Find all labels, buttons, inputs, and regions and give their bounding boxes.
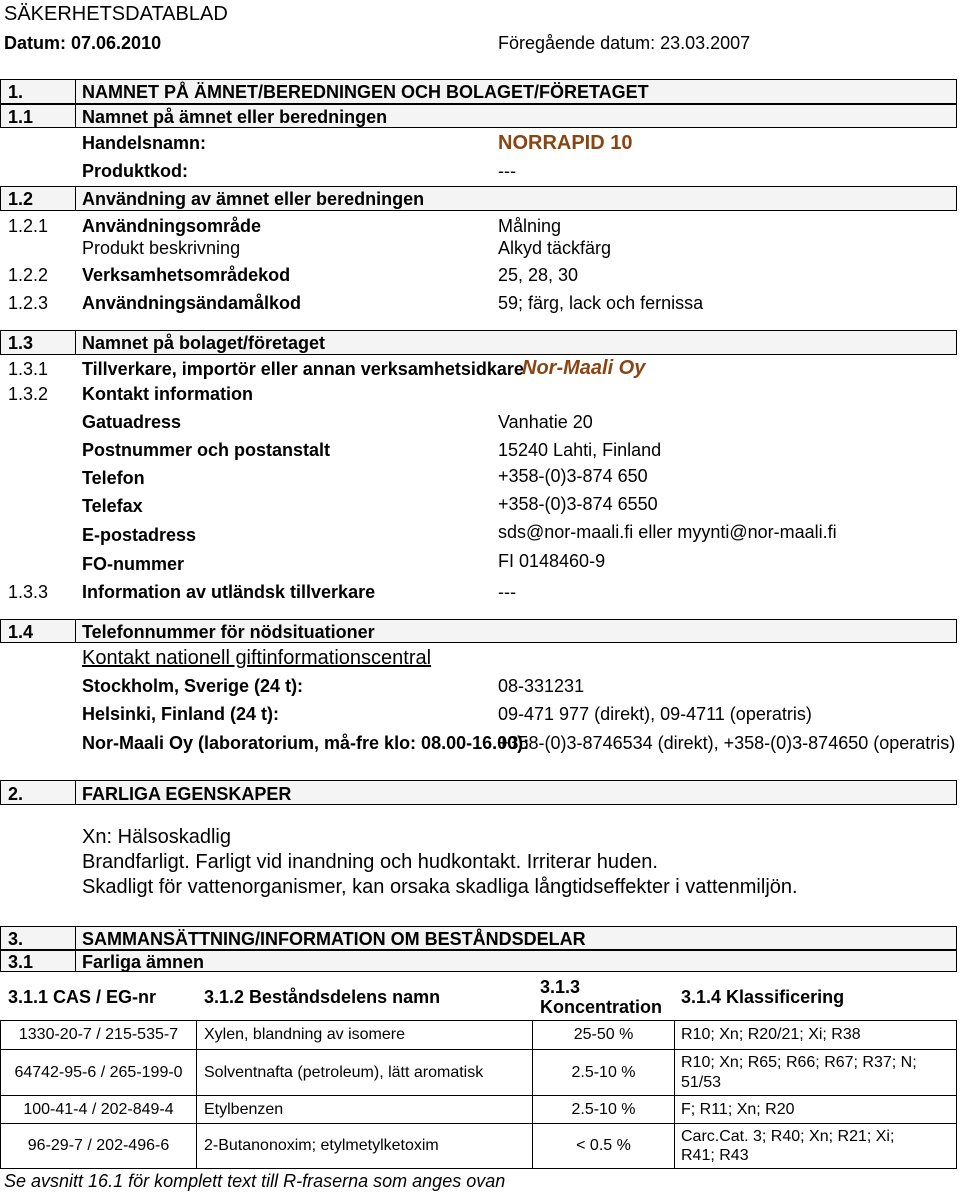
col-conc-header-num: 3.1.3 [540,977,581,997]
email-label: E-postadress [82,525,197,545]
fax-label: Telefax [82,496,143,516]
section-1-3-1-number: 1.3.1 [8,359,49,379]
trade-name-label: Handelsnamn: [82,133,207,153]
table-row-1-cas: 1330-20-7 / 215-535-7 [18,1026,179,1044]
col-conc-header-label: Koncentration [540,997,663,1017]
table-row-3-name: Etylbenzen [204,1100,284,1118]
section-1-3-2-number: 1.3.2 [8,384,49,404]
purpose-code-value: 59; färg, lack och fernissa [498,293,704,313]
table-row-1-conc: 25-50 % [573,1026,634,1044]
section-3-1-title: Farliga ämnen [82,952,205,972]
table-row-4-class: Carc.Cat. 3; R40; Xn; R21; Xi; R41; R43 [681,1127,895,1164]
table-row-3-conc: 2.5-10 % [571,1100,636,1118]
usage-area-value: Målning [498,216,562,236]
section-1-1-number: 1.1 [8,107,34,127]
postal-value: 15240 Lahti, Finland [498,440,662,460]
section-3-1-number: 3.1 [8,952,34,972]
table-row-4-cas: 96-29-7 / 202-496-6 [27,1137,170,1155]
section-1-4-number: 1.4 [8,622,34,642]
phone-value: +358-(0)3-874 650 [498,466,648,486]
section-3-title: SAMMANSÄTTNING/INFORMATION OM BESTÅNDSDELAR [82,929,586,949]
street-address-value: Vanhatie 20 [498,412,593,432]
product-description-value: Alkyd täckfärg [498,238,612,258]
document-date: Datum: 07.06.2010 [4,33,162,53]
table-row-2-class: R10; Xn; R65; R66; R67; R37; N; 51/53 [681,1054,917,1091]
product-code-value: --- [498,161,516,181]
contact-info-label: Kontakt information [82,384,253,404]
section-1-3-number: 1.3 [8,333,34,353]
section-1-1-title: Namnet på ämnet eller beredningen [82,107,388,127]
street-address-label: Gatuadress [82,412,182,432]
product-description-label: Produkt beskrivning [82,238,241,258]
table-row-3-class: F; R11; Xn; R20 [681,1100,795,1118]
section-1-3-title: Namnet på bolaget/företaget [82,333,326,353]
manufacturer-value: Nor-Maali Oy [522,357,646,379]
table-row-3-cas: 100-41-4 / 202-849-4 [23,1100,174,1118]
col-class-header: 3.1.4 Klassificering [681,987,845,1007]
table-row-1-name: Xylen, blandning av isomere [204,1026,406,1044]
hazard-line-1: Xn: Hälsoskadlig [82,826,231,848]
emergency-lab-value: +358-(0)3-8746534 (direkt), +358-(0)3-874650 (operatris) [498,733,956,753]
emergency-stockholm-value: 08-331231 [498,676,585,696]
section-1-title: NAMNET PÅ ÄMNET/BEREDNINGEN OCH BOLAGET/FÖRETAGET [82,82,649,102]
email-value: sds@nor-maali.fi eller myynti@nor-maali.fi [498,522,837,542]
section-2-number: 2. [8,784,24,804]
product-code-label: Produktkod: [82,161,188,181]
hazard-line-3: Skadligt för vattenorganismer, kan orsaka skadliga långtidseffekter i vattenmiljön. [82,876,798,898]
col-name-header: 3.1.2 Beståndsdelens namn [204,987,441,1007]
emergency-helsinki-value: 09-471 977 (direkt), 09-4711 (operatris) [498,704,812,724]
section-1-4-title: Telefonnummer för nödsituationer [82,622,375,642]
previous-date: Föregående datum: 23.03.2007 [498,33,751,53]
section-1-3-3-number: 1.3.3 [8,582,49,602]
emergency-stockholm-label: Stockholm, Sverige (24 t): [82,676,304,696]
postal-label: Postnummer och postanstalt [82,440,331,460]
table-row-1-class: R10; Xn; R20/21; Xi; R38 [681,1026,861,1044]
manufacturer-label: Tillverkare, importör eller annan verksamhetsidkare [82,359,524,379]
table-row-2-cas: 64742-95-6 / 265-199-0 [14,1063,183,1081]
section-1-number: 1. [8,82,24,102]
fax-value: +358-(0)3-874 6550 [498,494,658,514]
business-id-label: FO-nummer [82,554,185,574]
section-3-number: 3. [8,929,24,949]
business-id-value: FI 0148460-9 [498,551,606,571]
section-1-2-number: 1.2 [8,189,34,209]
business-code-label: Verksamhetsområdekod [82,265,291,285]
foreign-manufacturer-value: --- [498,582,516,602]
emergency-helsinki-label: Helsinki, Finland (24 t): [82,704,280,724]
hazard-line-2: Brandfarligt. Farligt vid inandning och hudkontakt. Irriterar huden. [82,851,658,873]
business-code-value: 25, 28, 30 [498,265,579,285]
section-1-2-3-number: 1.2.3 [8,293,49,313]
trade-name-value: NORRAPID 10 [498,132,633,154]
table-row-2-name: Solventnafta (petroleum), lätt aromatisk [204,1063,484,1081]
section-2-title: FARLIGA EGENSKAPER [82,784,292,804]
table-footnote: Se avsnitt 16.1 för komplett text till R-fraserna som anges ovan [4,1171,506,1191]
table-row-4-name: 2-Butanonoxim; etylmetylketoxim [204,1137,439,1155]
table-row-2-conc: 2.5-10 % [571,1063,636,1081]
emergency-lab-label: Nor-Maali Oy (laboratorium, må-fre klo: 08.00-16.00): [82,733,530,753]
phone-label: Telefon [82,468,145,488]
section-1-2-2-number: 1.2.2 [8,265,49,285]
col-cas-header: 3.1.1 CAS / EG-nr [8,987,157,1007]
table-row-4-conc: < 0.5 % [576,1137,631,1155]
section-1-2-title: Användning av ämnet eller beredningen [82,189,425,209]
foreign-manufacturer-label: Information av utländsk tillverkare [82,582,376,602]
document-title: SÄKERHETSDATABLAD [4,3,228,25]
usage-area-label: Användningsområde [82,216,262,236]
purpose-code-label: Användningsändamålkod [82,293,302,313]
section-1-2-1-number: 1.2.1 [8,216,49,236]
national-poison-center: Kontakt nationell giftinformationscentral [82,647,432,669]
